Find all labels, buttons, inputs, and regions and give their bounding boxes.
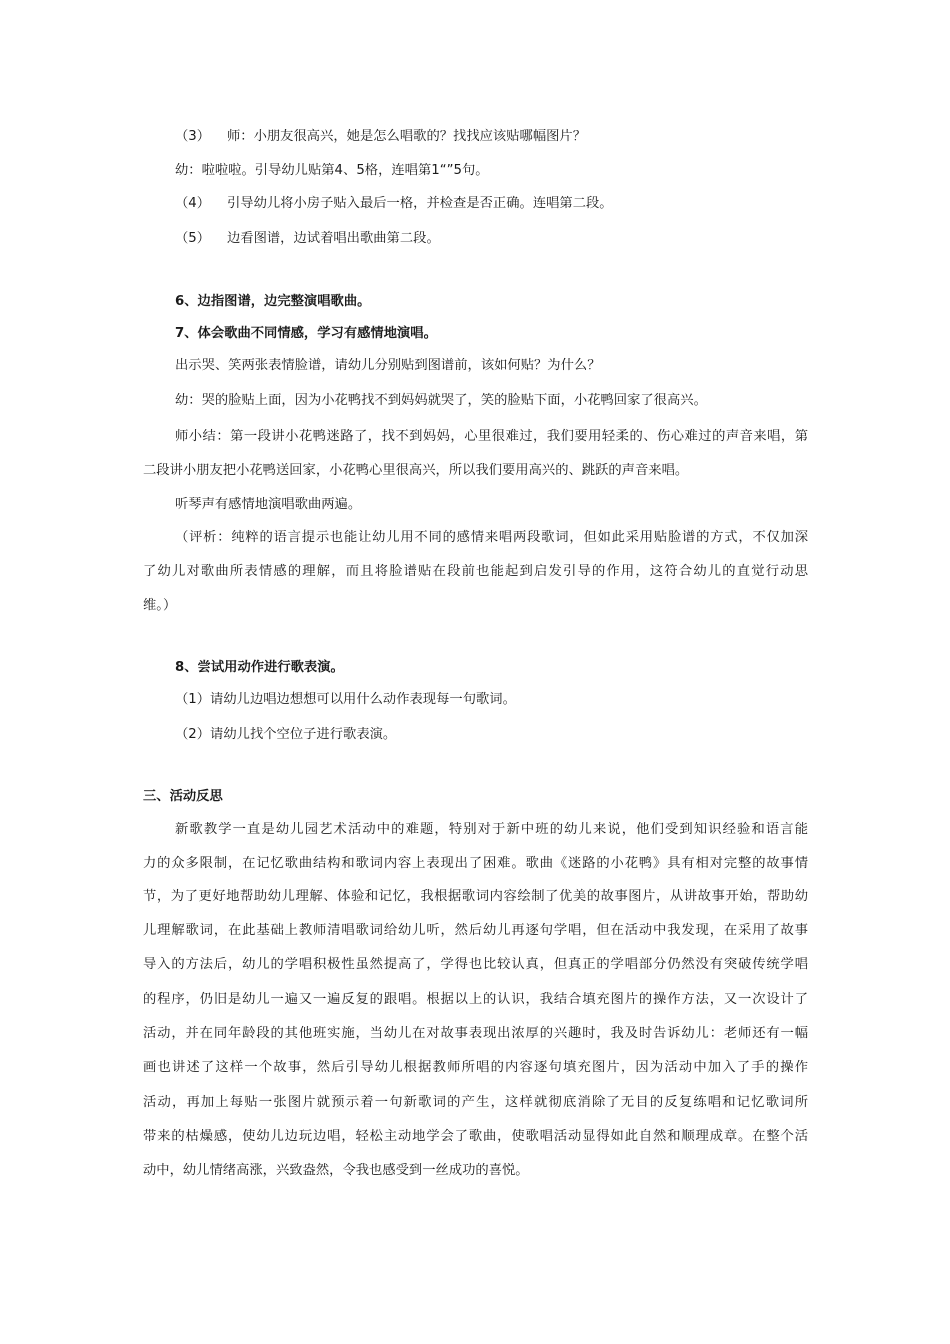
item-text: 引导幼儿将小房子贴入最后一格，并检查是否正确。连唱第二段。 xyxy=(227,196,613,211)
step5-child-response xyxy=(175,162,489,180)
step7-comment-line1: （评析：纯粹的语言提示也能让幼儿用不同的感情来唱两段歌词，但如此采用贴脸谱的方式，不仅加深 xyxy=(175,530,808,545)
reflection-line: 画也讲述了这样一个故事，然后引导幼儿根据教师所唱的内容逐句填充图片，因为活动中加入了手的操作 xyxy=(143,1060,808,1075)
item-text: 幼：啦啦啦。引导幼儿贴第4、5格，连唱第1“”5句。 xyxy=(175,163,489,178)
step7-line1: 出示哭、笑两张表情脸谱，请幼儿分别贴到图谱前，该如何贴？为什么？ xyxy=(175,358,601,373)
step8-item2: （2）请幼儿找个空位子进行歌表演。 xyxy=(175,727,397,742)
step8-item1: （1）请幼儿边唱边想想可以用什么动作表现每一句歌词。 xyxy=(175,692,516,707)
item-number: （4） xyxy=(175,196,211,211)
item-text: 师：小朋友很高兴，她是怎么唱歌的？找找应该贴哪幅图片？ xyxy=(227,129,587,144)
reflection-line: 活动，再加上每贴一张图片就预示着一句新歌词的产生，这样就彻底消除了无目的反复练唱和记忆歌词所 xyxy=(143,1095,808,1110)
reflection-line: 导入的方法后，幼儿的学唱积极性虽然提高了，学得也比较认真，但真正的学唱部分仍然没有突破传统学唱 xyxy=(143,957,808,972)
step7-comment-line2: 了幼儿对歌曲所表情感的理解，而且将脸谱贴在段前也能起到启发引导的作用，这符合幼儿的直觉行动思 xyxy=(143,564,808,579)
step7-summary-line2: 二段讲小朋友把小花鸭送回家，小花鸭心里很高兴，所以我们要用高兴的、跳跃的声音来唱。 xyxy=(143,463,689,478)
reflection-line: 的程序，仍旧是幼儿一遍又一遍反复的跟唱。根据以上的认识，我结合填充图片的操作方法，又一次设计了 xyxy=(143,992,808,1007)
step5-item-5 xyxy=(175,230,440,248)
reflection-line: 动中，幼儿情绪高涨，兴致盎然，令我也感受到一丝成功的喜悦。 xyxy=(143,1163,529,1178)
reflection-line: 新歌教学一直是幼儿园艺术活动中的难题，特别对于新中班的幼儿来说，他们受到知识经验和语言能 xyxy=(175,822,808,837)
step7-comment-line3: 维。） xyxy=(143,598,177,613)
reflection-line: 力的众多限制，在记忆歌曲结构和歌词内容上表现出了困难。歌曲《迷路的小花鸭》具有相对完整的故事情 xyxy=(143,856,808,871)
reflection-line: 活动，并在同年龄段的其他班实施，当幼儿在对故事表现出浓厚的兴趣时，我及时告诉幼儿：老师还有一幅 xyxy=(143,1026,808,1041)
step7-summary-line1: 师小结：第一段讲小花鸭迷路了，找不到妈妈，心里很难过，我们要用轻柔的、伤心难过的声音来唱，第 xyxy=(175,429,808,444)
reflection-line: 带来的枯燥感，使幼儿边玩边唱，轻松主动地学会了歌曲，使歌唱活动显得如此自然和顺理成章。在整个活 xyxy=(143,1129,808,1144)
step7-line3: 听琴声有感情地演唱歌曲两遍。 xyxy=(175,497,362,512)
step7-heading: 7、体会歌曲不同情感，学习有感情地演唱。 xyxy=(175,326,437,341)
reflection-line: 儿理解歌词，在此基础上教师清唱歌词给幼儿听，然后幼儿再逐句学唱，但在活动中我发现，在采用了故事 xyxy=(143,923,808,938)
item-text: 边看图谱，边试着唱出歌曲第二段。 xyxy=(227,231,440,246)
step6-heading: 6、边指图谱，边完整演唱歌曲。 xyxy=(175,294,371,309)
item-number: （5） xyxy=(175,231,211,246)
item-number: （3） xyxy=(175,129,211,144)
section3-heading: 三、活动反思 xyxy=(143,789,223,804)
reflection-line: 节，为了更好地帮助幼儿理解、体验和记忆，我根据歌词内容绘制了优美的故事图片，从讲故事开始，帮助幼 xyxy=(143,889,808,904)
step5-item-3 xyxy=(175,128,586,146)
step5-item-4 xyxy=(175,195,613,213)
step7-line2: 幼：哭的脸贴上面，因为小花鸭找不到妈妈就哭了，笑的脸贴下面，小花鸭回家了很高兴。 xyxy=(175,393,707,408)
step8-heading: 8、尝试用动作进行歌表演。 xyxy=(175,660,344,675)
